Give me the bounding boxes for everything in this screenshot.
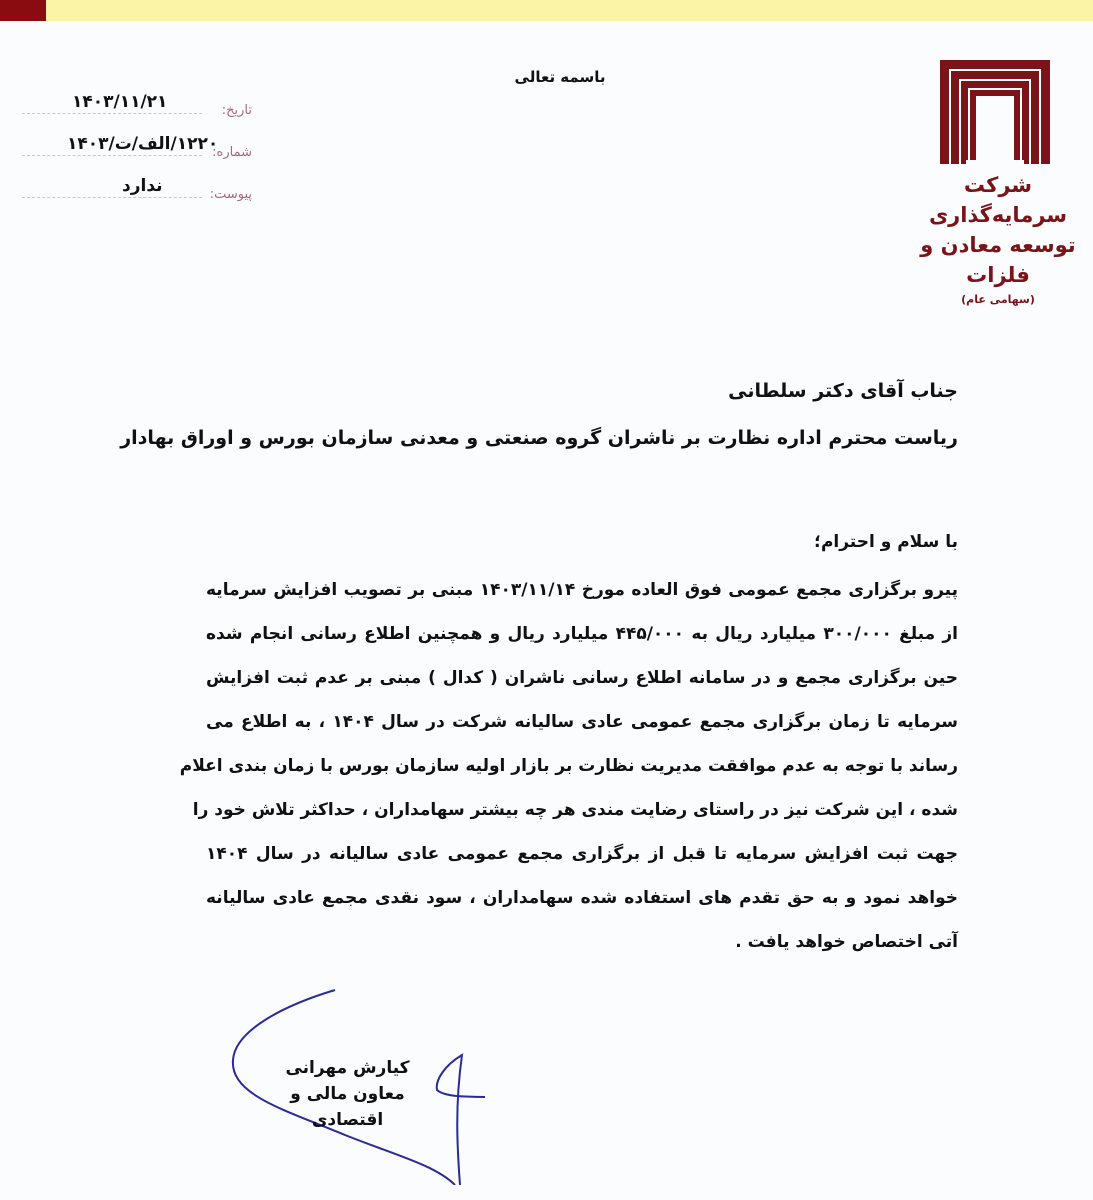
meta-number-row: [22, 134, 252, 160]
company-arch-logo-icon: [940, 60, 1050, 164]
body-line: از مبلغ ۳۰۰/۰۰۰ میلیارد ریال به ۴۴۵/۰۰۰ میلیارد ریال و همچنین اطلاع رسانی انجام شده: [206, 624, 958, 644]
number-value: ۱۲۲۰/الف/ت/۱۴۰۳: [67, 134, 219, 154]
addressee-title: ریاست محترم اداره نظارت بر ناشران گروه صنعتی و معدنی سازمان بورس و اوراق بهادار: [120, 427, 958, 449]
greeting: با سلام و احترام؛: [814, 532, 958, 552]
company-name-line1: شرکت سرمایه‌گذاری: [928, 173, 1068, 227]
body-line: سرمایه تا زمان برگزاری مجمع عمومی عادی سالیانه شرکت در سال ۱۴۰۴ ، به اطلاع می: [206, 712, 958, 732]
company-name-line2: توسعه معادن و فلزات: [920, 233, 1076, 287]
company-type: (سهامی عام): [961, 293, 1035, 306]
dotted-line: [22, 197, 202, 198]
date-value: ۱۴۰۳/۱۱/۲۱: [72, 92, 168, 112]
meta-attachment-row: [22, 176, 252, 202]
body-line: آتی اختصاص خواهد یافت .: [735, 932, 958, 952]
signer-name: کیارش مهرانی: [285, 1058, 410, 1078]
attachment-label: پیوست:: [209, 187, 252, 202]
invocation-heading: باسمه تعالی: [514, 68, 606, 86]
signer-block: [265, 1055, 430, 1133]
attachment-value: ندارد: [122, 176, 163, 196]
body-line: پیرو برگزاری مجمع عمومی فوق العاده مورخ ۱۴۰۳/۱۱/۱۴ مبنی بر تصویب افزایش سرمایه: [206, 580, 958, 600]
dotted-line: [22, 155, 202, 156]
body-line: حین برگزاری مجمع و در سامانه اطلاع رسانی ناشران ( کدال ) مبنی بر عدم ثبت افزایش: [206, 668, 958, 688]
top-color-bar-accent: [0, 0, 46, 21]
company-name: [905, 170, 1091, 310]
signer-title: معاون مالی و اقتصادی: [290, 1084, 405, 1130]
top-color-bar: [0, 0, 1093, 21]
body-line: شده ، این شرکت نیز در راستای رضایت مندی هر چه بیشتر سهامداران ، حداکثر تلاش خود را: [192, 800, 958, 820]
date-label: تاریخ:: [221, 103, 252, 118]
meta-date-row: [22, 92, 252, 118]
dotted-line: [22, 113, 202, 114]
body-line: جهت ثبت افزایش سرمایه تا قبل از برگزاری مجمع عمومی عادی سالیانه در سال ۱۴۰۴: [206, 844, 958, 864]
number-label: شماره:: [212, 145, 252, 160]
body-line: خواهد نمود و به حق تقدم های استفاده شده سهامداران ، سود نقدی مجمع عادی سالیانه: [206, 888, 958, 908]
addressee-name: جناب آقای دکتر سلطانی: [728, 380, 958, 402]
body-line: رساند با توجه به عدم موافقت مدیریت نظارت بر بازار اولیه سازمان بورس با زمان بندی اعلام: [179, 756, 958, 776]
company-logo: [905, 60, 1076, 306]
